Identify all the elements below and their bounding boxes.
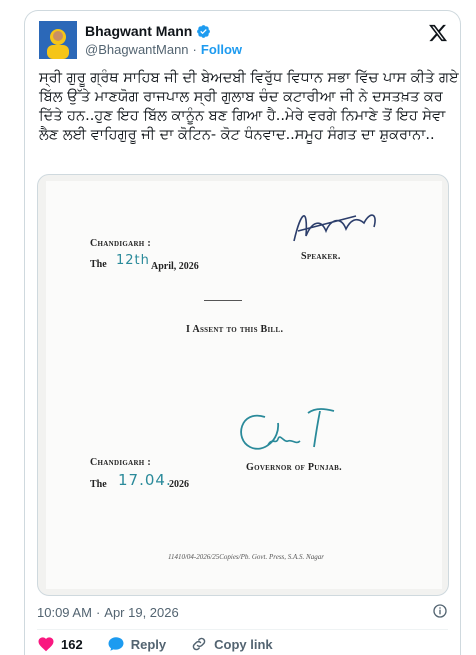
copy-link-button[interactable] bbox=[190, 635, 273, 653]
follow-button[interactable]: Follow bbox=[200, 42, 243, 57]
time-dot: · bbox=[95, 605, 101, 620]
tweet-card bbox=[24, 10, 464, 655]
speaker-signature bbox=[286, 201, 386, 256]
reply-button[interactable] bbox=[107, 635, 166, 653]
the-label-2: The bbox=[90, 479, 107, 490]
tweet-date[interactable]: Apr 19, 2026 bbox=[104, 605, 179, 620]
printer-line: 11410/04-2026/25Copies/Pb. Govt. Press, S.A.S. Nagar bbox=[168, 553, 324, 561]
author-name[interactable]: Bhagwant Mann bbox=[85, 23, 193, 39]
tweet-image[interactable] bbox=[37, 174, 449, 596]
x-logo-icon[interactable] bbox=[428, 23, 448, 43]
verified-badge-icon bbox=[196, 24, 211, 39]
tweet-time[interactable]: 10:09 AM bbox=[37, 605, 92, 620]
like-button[interactable] bbox=[37, 635, 83, 653]
link-icon bbox=[190, 635, 208, 653]
reply-label: Reply bbox=[130, 636, 167, 652]
avatar[interactable] bbox=[39, 21, 77, 59]
separator-dot: · bbox=[192, 42, 197, 57]
assent-text: I Assent to this Bill. bbox=[186, 324, 284, 335]
handle-row bbox=[85, 42, 242, 57]
tweet-actions bbox=[37, 635, 273, 653]
handwritten-day-1: 12th bbox=[116, 253, 150, 268]
bill-document bbox=[46, 181, 442, 589]
info-icon[interactable] bbox=[432, 603, 448, 619]
author-handle[interactable]: @BhagwantMann bbox=[85, 42, 189, 57]
place-label-2: Chandigarh : bbox=[90, 457, 151, 468]
copy-link-label: Copy link bbox=[214, 636, 273, 652]
month-year-1: April, 2026 bbox=[151, 261, 199, 272]
heart-icon bbox=[37, 635, 55, 653]
author-name-row[interactable] bbox=[85, 23, 211, 39]
handwritten-date-2: 17.04. bbox=[118, 471, 172, 489]
like-count: 162 bbox=[61, 636, 83, 652]
governor-label: Governor of Punjab. bbox=[246, 462, 342, 473]
year-2: 2026 bbox=[169, 479, 189, 490]
footer-divider bbox=[37, 629, 448, 630]
divider-line bbox=[204, 300, 242, 301]
tweet-text: ਸ੍ਰੀ ਗੁਰੂ ਗ੍ਰੰਥ ਸਾਹਿਬ ਜੀ ਦੀ ਬੇਅਦਬੀ ਵਿਰੁੱਧ ਵਿਧਾਨ ਸਭਾ ਵਿੱਚ ਪਾਸ ਕੀਤੇ ਗਏ ਬਿੱਲ ਉੱਤੇ ਮਾਣਯੋਗ ਰਾਜਪਾਲ ਸ੍ਰੀ ਗੁਲਾਬ ਚੰਦ ਕਟਾਰੀਆ ਜੀ ਨੇ ਦਸਤਖ਼ਤ ਕਰ ਦਿੱਤੇ ਹਨ..ਹੁਣ ਇਹ ਬਿੱਲ ਕਾਨੂੰਨ ਬਣ ਗਿਆ ਹੈ..ਮੇਰੇ ਵਰਗੇ ਨਿਮਾਣੇ ਤੋਂ ਇਹ ਸੇਵਾ ਲੈਣ ਲਈ ਵਾਹਿਗੁਰੂ ਜੀ ਦਾ ਕੋਟਿਨ- ਕੋਟ ਧੰਨਵਾਦ..ਸਮੂਹ ਸੰਗਤ ਦਾ ਸ਼ੁਕਰਾਨਾ.. bbox=[39, 70, 464, 143]
governor-signature bbox=[230, 399, 360, 461]
reply-icon bbox=[107, 635, 125, 653]
place-label-1: Chandigarh : bbox=[90, 238, 151, 249]
the-label-1: The bbox=[90, 259, 107, 270]
tweet-timestamp[interactable] bbox=[37, 605, 179, 620]
speaker-label: Speaker. bbox=[301, 251, 341, 262]
